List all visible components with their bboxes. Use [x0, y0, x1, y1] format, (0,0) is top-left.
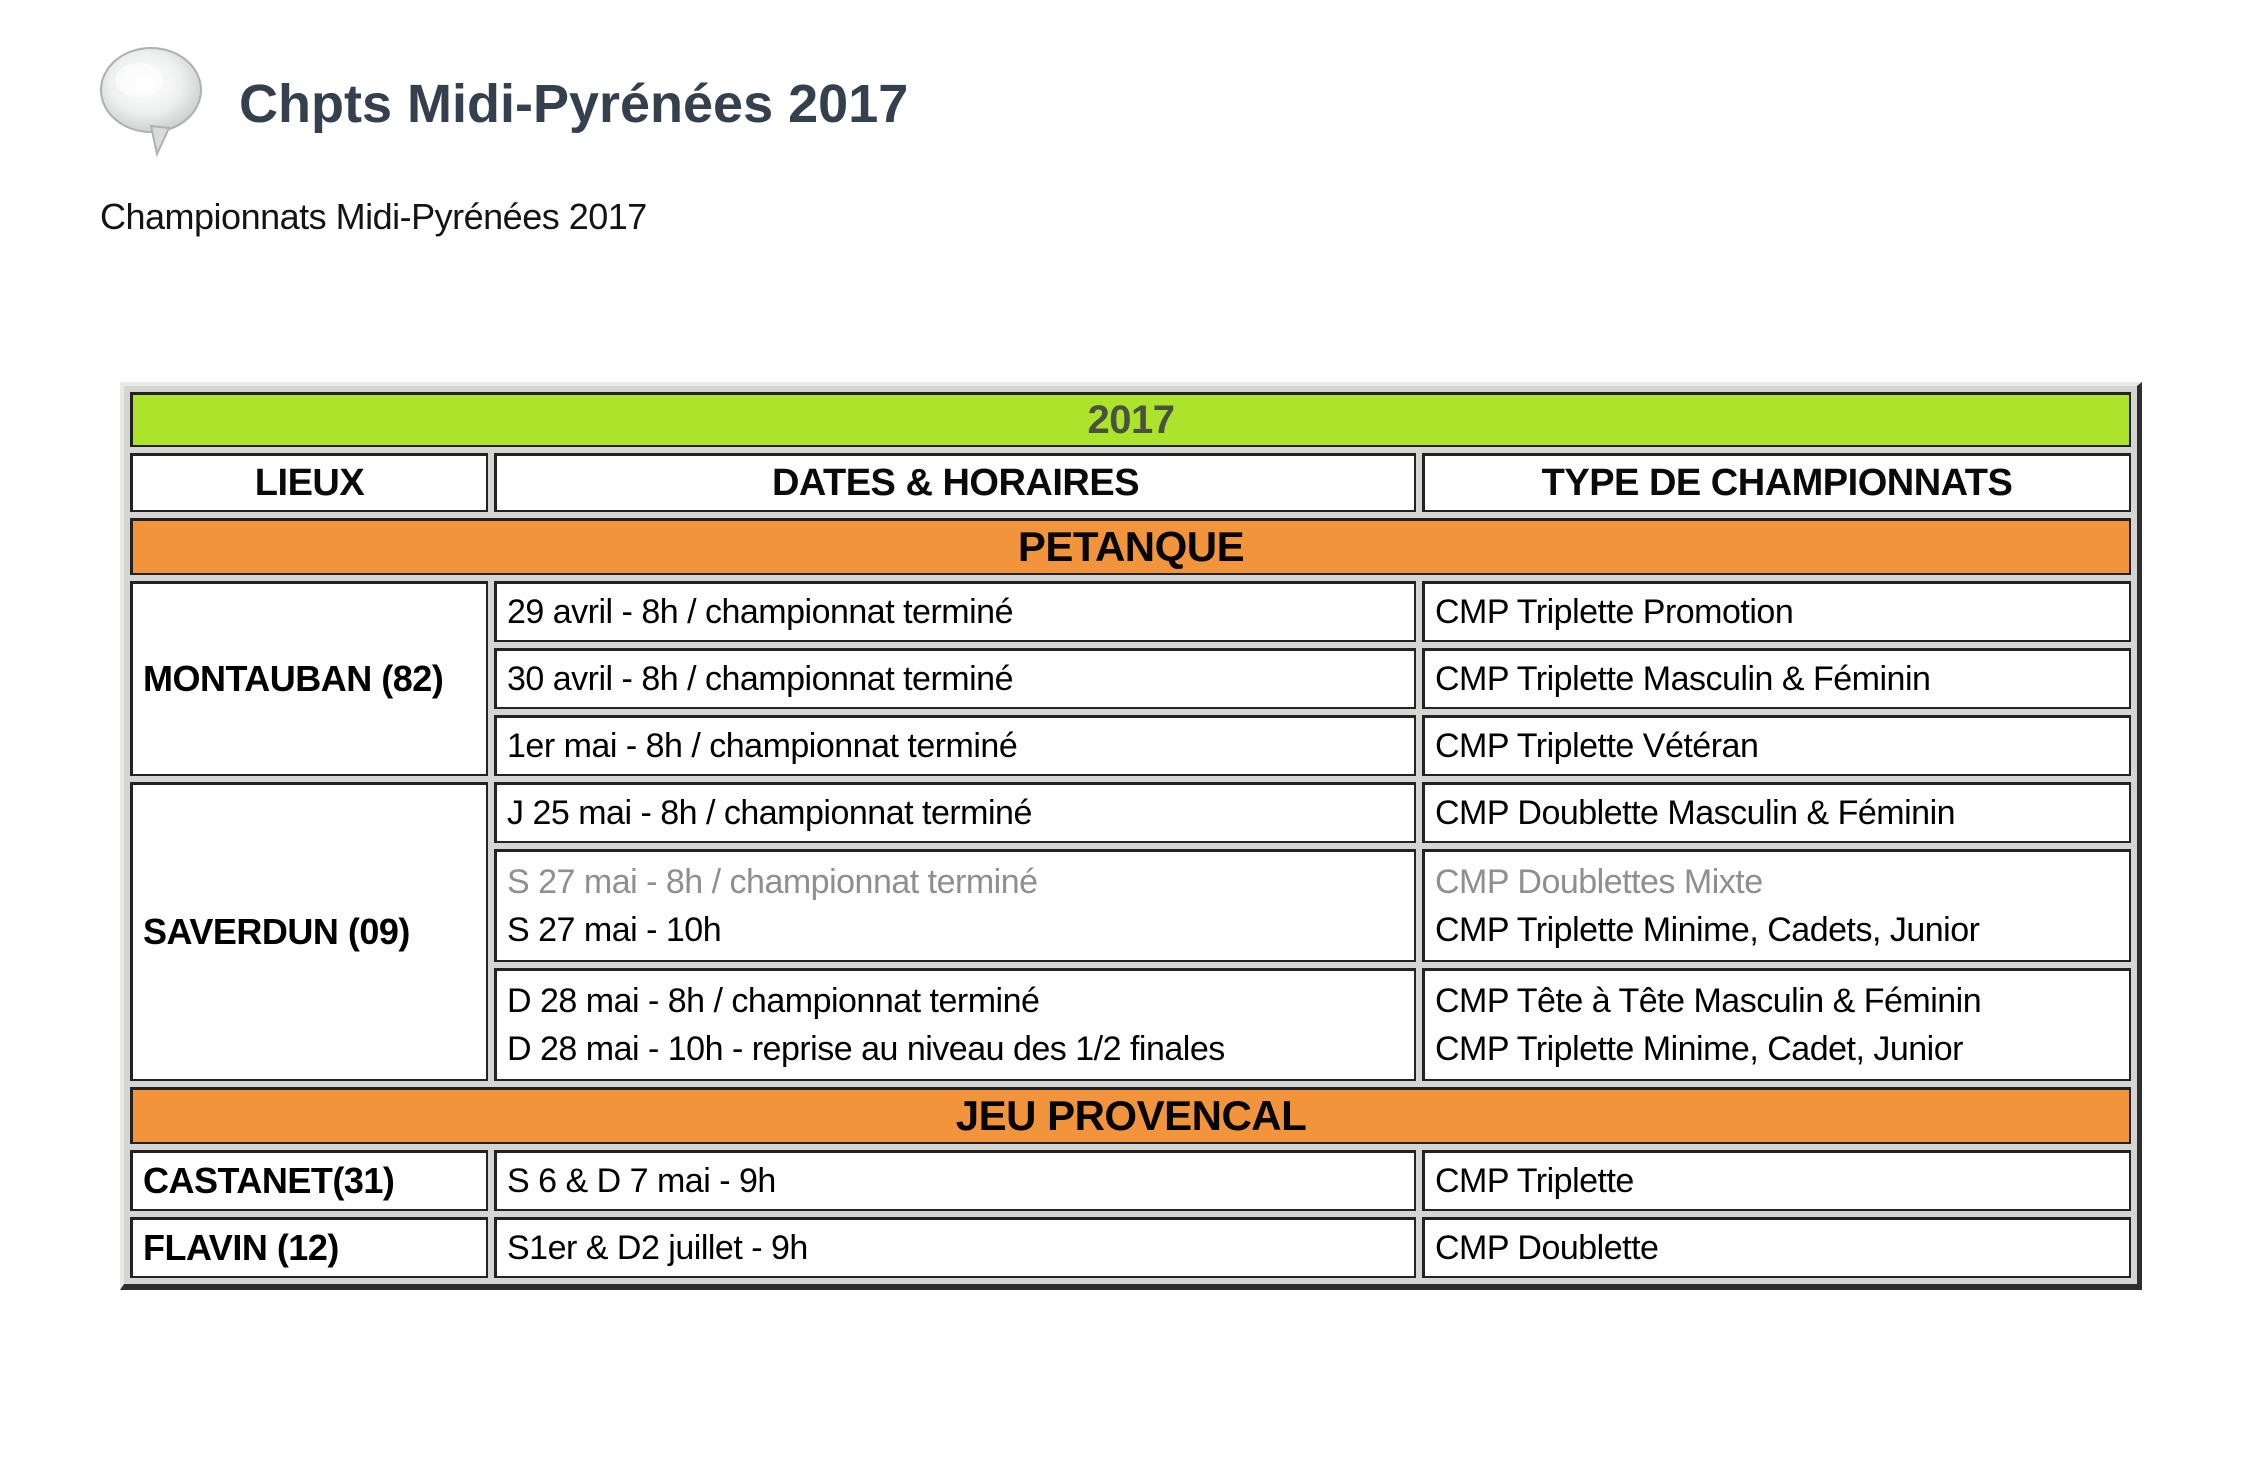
type-cell: CMP Doublette Masculin & Féminin	[1422, 782, 2131, 843]
schedule-table	[120, 382, 2142, 1290]
section-row-jeu-provencal	[130, 1087, 2131, 1144]
type-line: CMP Triplette Minime, Cadet, Junior	[1435, 1030, 1963, 1068]
speech-bubble-icon	[95, 42, 207, 160]
date-cell: 29 avril - 8h / championnat terminé	[494, 581, 1416, 642]
section-row-petanque	[130, 518, 2131, 575]
table-row	[130, 782, 2131, 843]
location-cell-saverdun: SAVERDUN (09)	[130, 782, 488, 1081]
location-cell-flavin: FLAVIN (12)	[130, 1217, 488, 1278]
section-title-petanque: PETANQUE	[130, 518, 2131, 575]
date-line: D 28 mai - 8h / championnat terminé	[507, 982, 1040, 1020]
type-cell	[1422, 968, 2131, 1081]
type-cell: CMP Triplette Promotion	[1422, 581, 2131, 642]
type-cell: CMP Triplette Masculin & Féminin	[1422, 648, 2131, 709]
date-cell: S1er & D2 juillet - 9h	[494, 1217, 1416, 1278]
type-line: CMP Triplette Minime, Cadets, Junior	[1435, 911, 1980, 949]
year-header-cell: 2017	[130, 392, 2131, 447]
date-cell: S 6 & D 7 mai - 9h	[494, 1150, 1416, 1211]
table-row	[130, 581, 2131, 642]
location-cell-castanet: CASTANET(31)	[130, 1150, 488, 1211]
location-cell-montauban: MONTAUBAN (82)	[130, 581, 488, 776]
date-line: S 27 mai - 10h	[507, 911, 722, 949]
championship-schedule	[120, 382, 2142, 1290]
type-line: CMP Tête à Tête Masculin & Féminin	[1435, 982, 1982, 1020]
page-title: Chpts Midi-Pyrénées 2017	[239, 74, 909, 134]
type-cell	[1422, 849, 2131, 962]
date-cell	[494, 849, 1416, 962]
date-line-finished: S 27 mai - 8h / championnat terminé	[507, 863, 1038, 901]
date-line: D 28 mai - 10h - reprise au niveau des 1/2 finales	[507, 1030, 1225, 1068]
date-cell: J 25 mai - 8h / championnat terminé	[494, 782, 1416, 843]
page-header	[95, 42, 908, 160]
column-header-row	[130, 453, 2131, 512]
date-cell	[494, 968, 1416, 1081]
year-row	[130, 392, 2131, 447]
type-cell: CMP Triplette	[1422, 1150, 2131, 1211]
type-cell: CMP Doublette	[1422, 1217, 2131, 1278]
type-cell: CMP Triplette Vétéran	[1422, 715, 2131, 776]
date-cell: 30 avril - 8h / championnat terminé	[494, 648, 1416, 709]
table-row	[130, 1150, 2131, 1211]
column-header-types: TYPE DE CHAMPIONNATS	[1422, 453, 2131, 512]
type-line-finished: CMP Doublettes Mixte	[1435, 863, 1763, 901]
table-row	[130, 1217, 2131, 1278]
page-subtitle: Championnats Midi-Pyrénées 2017	[100, 196, 647, 237]
section-title-jeu-provencal: JEU PROVENCAL	[130, 1087, 2131, 1144]
date-cell: 1er mai - 8h / championnat terminé	[494, 715, 1416, 776]
column-header-lieux: LIEUX	[130, 453, 488, 512]
column-header-dates: DATES & HORAIRES	[494, 453, 1416, 512]
